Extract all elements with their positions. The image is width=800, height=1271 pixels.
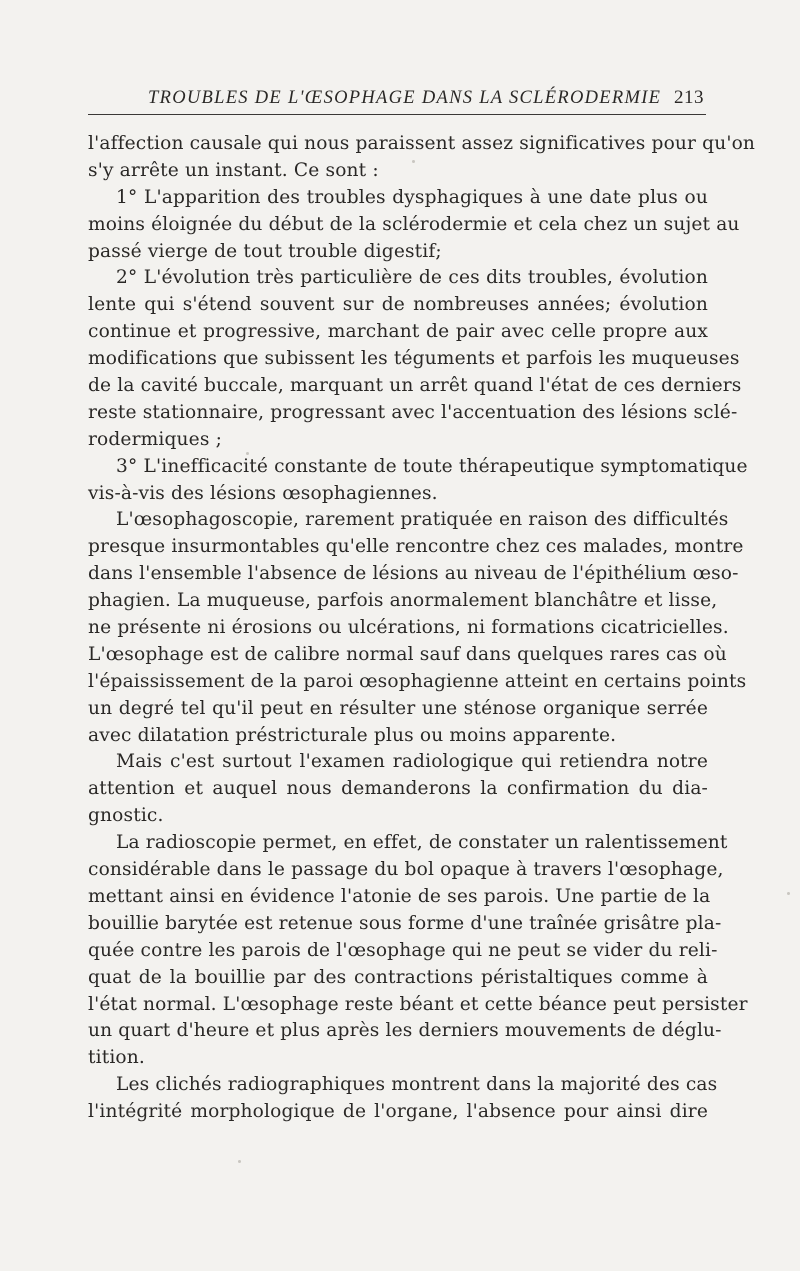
paper-speck [238,1160,241,1163]
text-line: L'œsophage est de calibre normal sauf dans quelques rares cas où [88,643,727,665]
running-header [88,86,708,116]
text-line: Mais c'est surtout l'examen radiologique qui retiendra notre [116,751,708,773]
text-line: l'affection causale qui nous paraissent assez significatives pour qu'on [88,133,756,154]
text-line: de la cavité buccale, marquant un arrêt quand l'état de ces derniers [88,375,742,397]
text-line: presque insurmontables qu'elle rencontre chez ces malades, montre [88,536,744,558]
paper-speck [787,892,790,895]
text-line: considérable dans le passage du bol opaque à travers l'œsophage, [88,859,724,881]
text-line: gnostic. [88,805,164,827]
header-rule [88,114,706,115]
text-line: L'œsophagoscopie, rarement pratiquée en raison des difficultés [116,509,729,531]
text-line: s'y arrête un instant. Ce sont : [88,159,379,181]
paper-speck [246,452,249,455]
text-line: dans l'ensemble l'absence de lésions au niveau de l'épithélium œso- [88,563,739,585]
page-number: 213 [674,87,704,108]
text-line: quée contre les parois de l'œsophage qui ne peut se vider du reli- [88,939,718,961]
text-line: un degré tel qu'il peut en résulter une sténose organique serrée [88,697,708,719]
text-line: moins éloignée du début de la sclérodermie et cela chez un sujet au [88,213,740,235]
text-line: tition. [88,1047,145,1069]
text-line: continue et progressive, marchant de pair avec celle propre aux [88,321,708,343]
text-line: rodermiques ; [88,428,223,450]
text-line: 2° L'évolution très particulière de ces dits troubles, évolution [116,267,708,289]
text-line: vis-à-vis des lésions œsophagiennes. [88,482,438,504]
text-line: 3° L'inefficacité constante de toute thérapeutique symptomatique [116,455,748,477]
text-line: un quart d'heure et plus après les derniers mouvements de déglu- [88,1020,722,1042]
text-line: l'épaississement de la paroi œsophagienne atteint en certains points [88,670,747,692]
text-line: l'intégrité morphologique de l'organe, l'absence pour ainsi dire [88,1101,708,1123]
text-line: 1° L'apparition des troubles dysphagiques à une date plus ou [116,186,708,208]
body-text [88,131,756,1126]
text-line: quat de la bouillie par des contractions péristaltiques comme à [88,966,708,988]
text-line: attention et auquel nous demanderons la confirmation du dia- [88,778,708,800]
text-line: La radioscopie permet, en effet, de constater un ralentissement [116,832,728,854]
text-line: mettant ainsi en évidence l'atonie de ses parois. Une partie de la [88,885,711,907]
text-line: ne présente ni érosions ou ulcérations, ni formations cicatricielles. [88,617,729,639]
paper-speck [412,160,415,163]
text-line: l'état normal. L'œsophage reste béant et cette béance peut persister [88,993,748,1015]
running-title: TROUBLES DE L'ŒSOPHAGE DANS LA SCLÉRODERMIE [148,88,662,108]
text-line: modifications que subissent les téguments et parfois les muqueuses [88,348,740,370]
text-line: avec dilatation préstricturale plus ou moins apparente. [88,724,617,746]
text-line: reste stationnaire, progressant avec l'accentuation des lésions sclé- [88,401,738,423]
text-line: phagien. La muqueuse, parfois anormalement blanchâtre et lisse, [88,590,718,612]
text-line: bouillie barytée est retenue sous forme d'une traînée grisâtre pla- [88,912,722,934]
text-line: Les clichés radiographiques montrent dans la majorité des cas [116,1074,718,1096]
text-line: passé vierge de tout trouble digestif; [88,240,442,262]
text-line: lente qui s'étend souvent sur de nombreuses années; évolution [88,294,708,316]
